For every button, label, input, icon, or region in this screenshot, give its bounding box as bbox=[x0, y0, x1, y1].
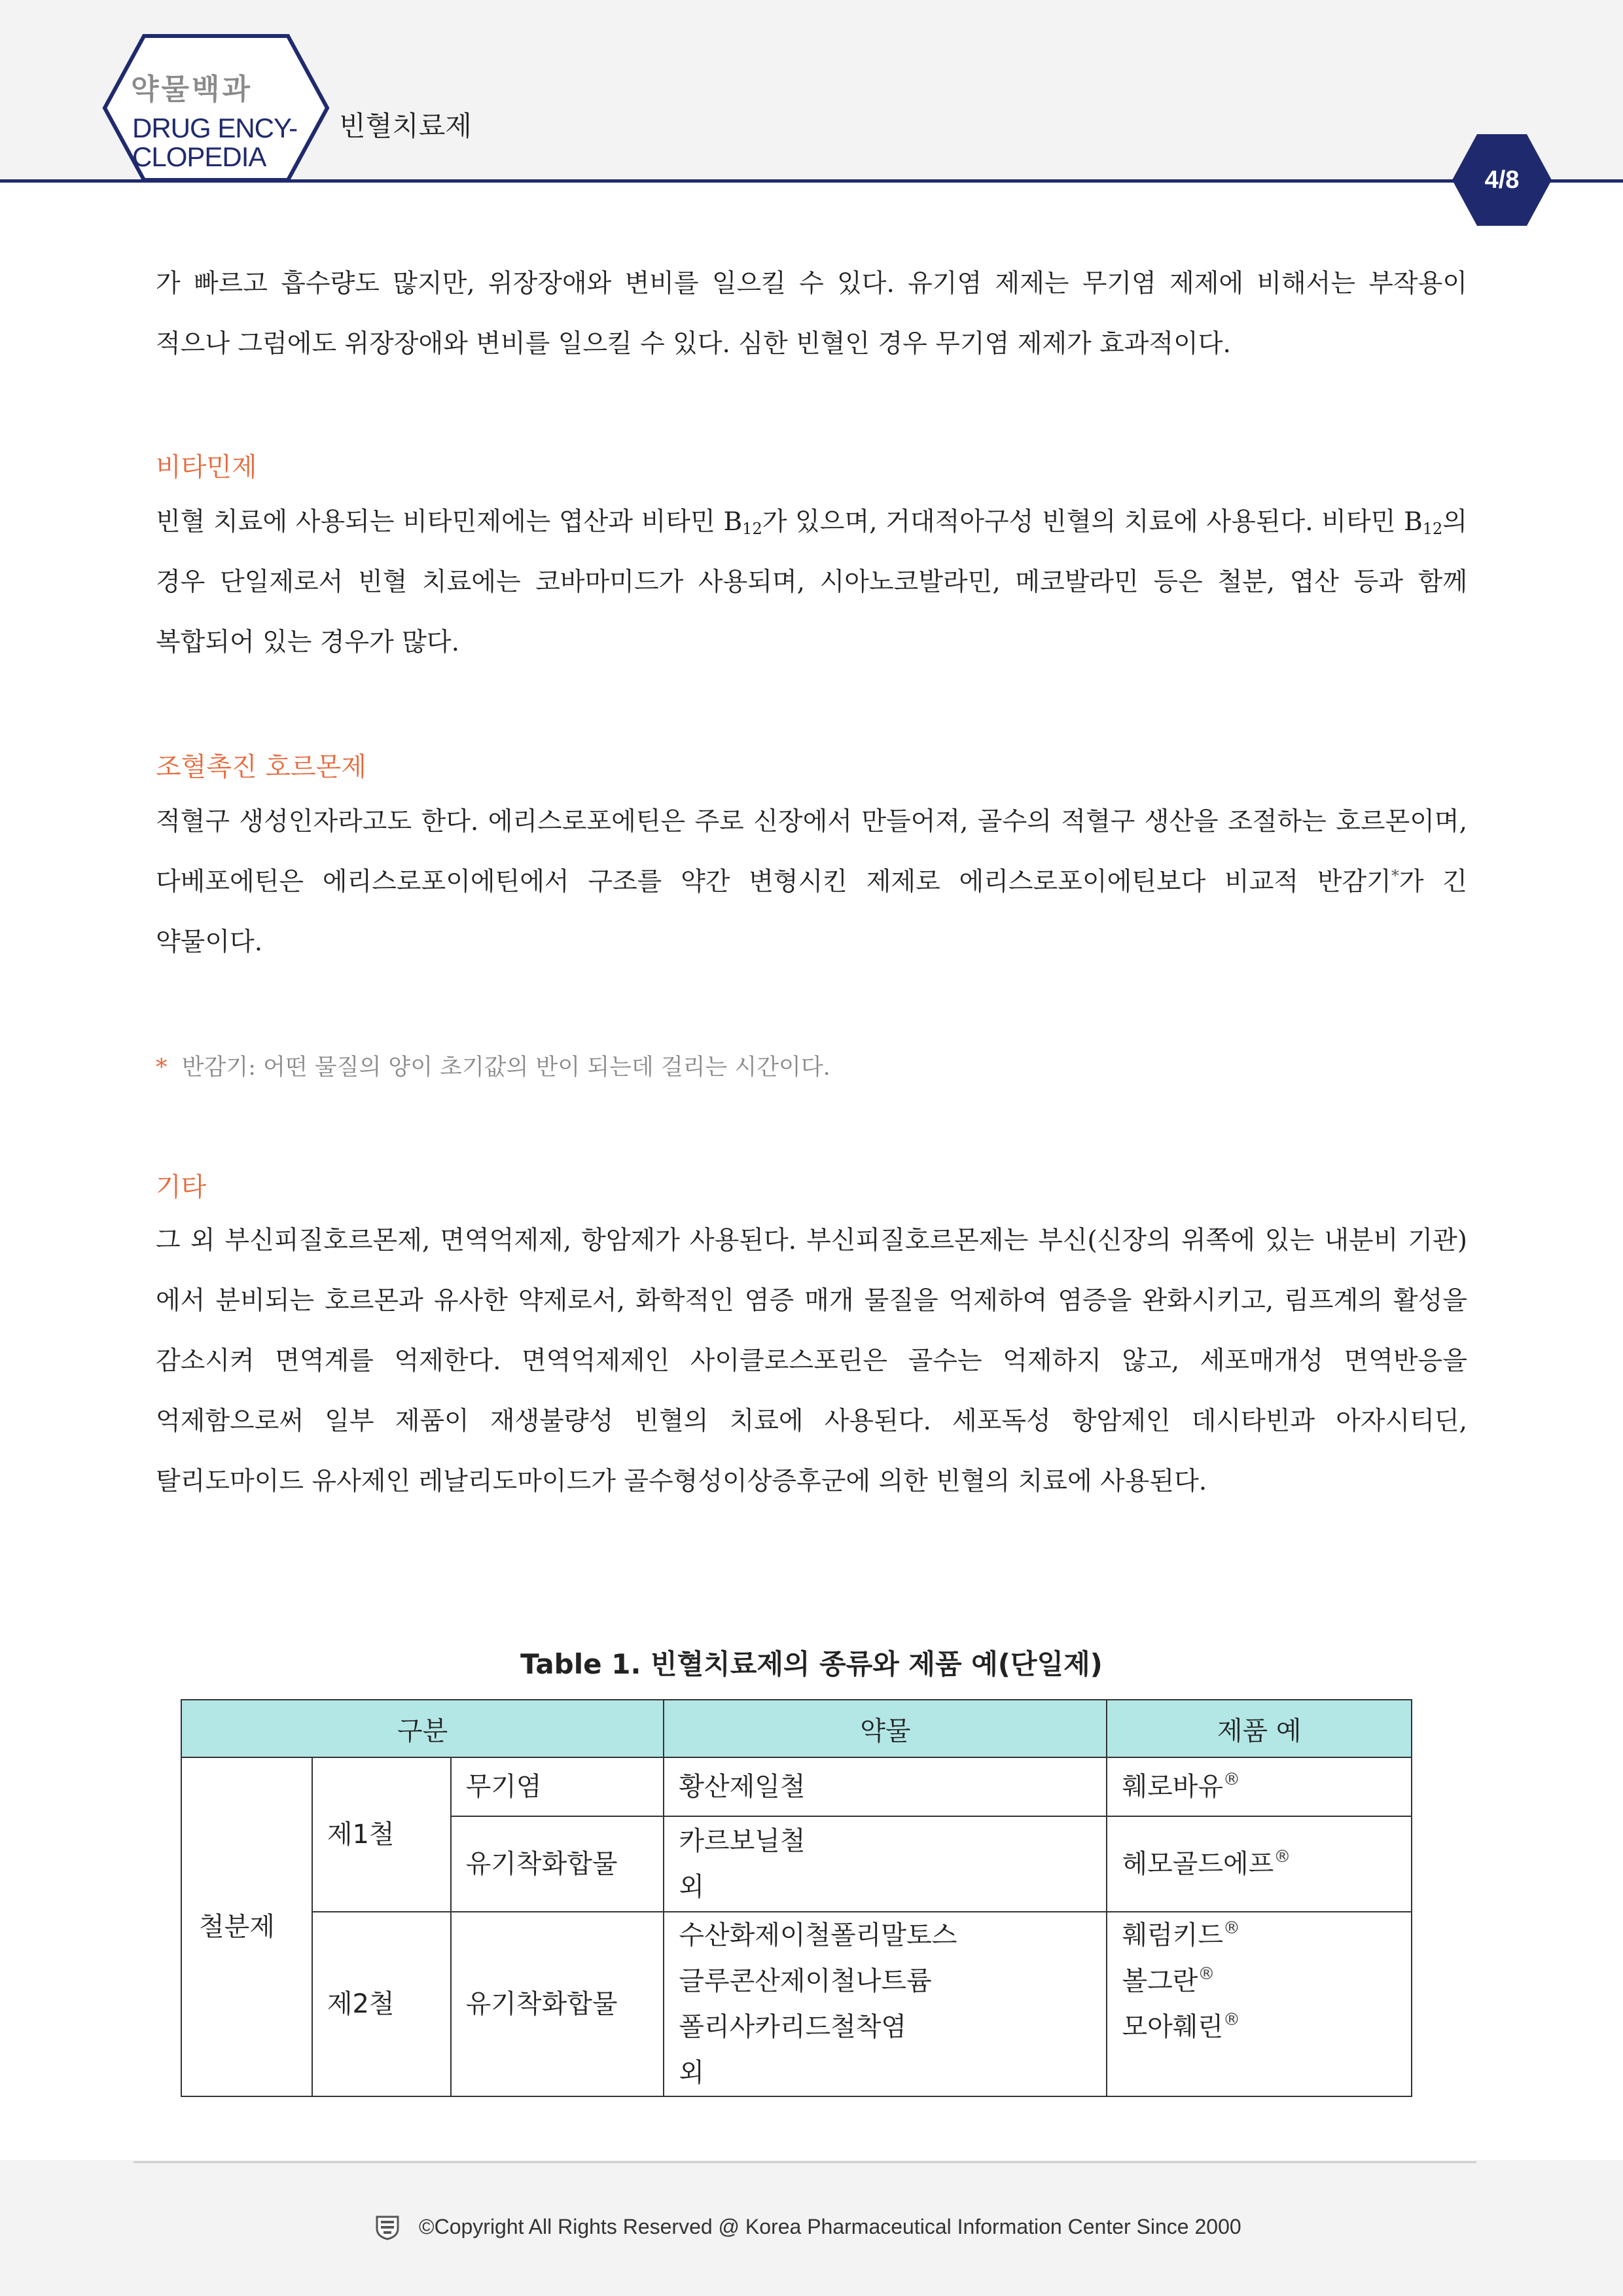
cell-generation-2: 제2철 bbox=[312, 1912, 451, 2096]
footnote-star: * bbox=[156, 1054, 168, 1081]
footer-rule bbox=[134, 2161, 1476, 2163]
header-drug: 약물 bbox=[664, 1700, 1107, 1757]
cell-drug: 황산제일철 bbox=[664, 1757, 1107, 1816]
footer-copyright: ©Copyright All Rights Reserved @ Korea Pharmaceutical Information Center Since 2000 bbox=[419, 2215, 1241, 2238]
cell-type: 무기염 bbox=[451, 1757, 664, 1816]
drug-table bbox=[181, 1699, 1412, 2097]
heading-other: 기타 bbox=[156, 1172, 207, 1202]
document-title: 빈혈치료제 bbox=[339, 110, 472, 142]
heading-vitamin: 비타민제 bbox=[156, 452, 257, 482]
footnote-half-life bbox=[156, 1049, 830, 1082]
cell-generation-1: 제1철 bbox=[312, 1757, 451, 1912]
kpic-shield-icon bbox=[374, 2214, 401, 2240]
paragraph-other: 그 외 부신피질호르몬제, 면역억제제, 항암제가 사용된다. 부신피질호르몬제는 부신(신장의 위쪽에 있는 내분비 기관)에서 분비되는 호르몬과 유사한 약제로서, 화학적인 염증 매개 물질을 억제하여 염증을 완화시키고, 림프계의 활성을 감소시켜 면역계를 억제한다. 면역억제제인 사이클로스포린은 골수는 억제하지 않고, 세포매개성 면역반응을 억제함으로써 일부 제품이 재생불량성 빈혈의 치료에 사용된다. 세포독성 항암제인 데시타빈과 아자시티딘, 탈리도마이드 유사제인 레날리도마이드가 골수형성이상증후군에 의한 빈혈의 치료에 사용된다. bbox=[156, 1226, 1467, 1496]
page-indicator: 4/8 bbox=[1484, 166, 1520, 194]
header-category: 구분 bbox=[181, 1700, 664, 1757]
cell-drug: 수산화제이철폴리말토스 글루콘산제이철나트륨 폴리사카리드철착염 외 bbox=[664, 1912, 1107, 2096]
header-product: 제품 예 bbox=[1107, 1700, 1412, 1757]
logo-english-line-2: CLOPEDIA bbox=[132, 141, 266, 172]
table-caption: Table 1. 빈혈치료제의 종류와 제품 예(단일제) bbox=[520, 1648, 1103, 1680]
cell-product: 훼로바유® bbox=[1107, 1757, 1412, 1816]
cell-type: 유기착화합물 bbox=[451, 1816, 664, 1912]
cell-product: 헤모골드에프® bbox=[1107, 1816, 1412, 1912]
table-row bbox=[181, 1912, 1412, 2096]
heading-hormone: 조혈촉진 호르몬제 bbox=[156, 752, 366, 782]
table-header-row bbox=[181, 1700, 1412, 1757]
paragraph-hormone: 적혈구 생성인자라고도 한다. 에리스로포에틴은 주로 신장에서 만들어져, 골수의 적혈구 생산을 조절하는 호르몬이며, 다베포에틴은 에리스로포이에틴에서 구조를 약간 변형시킨 제제로 에리스로포이에틴보다 비교적 반감기*가 긴 약물이다. bbox=[156, 807, 1467, 957]
cell-type: 유기착화합물 bbox=[451, 1912, 664, 2096]
paragraph-intro: 가 빠르고 흡수량도 많지만, 위장장애와 변비를 일으킬 수 있다. 유기염 제제는 무기염 제제에 비해서는 부작용이 적으나 그럼에도 위장장애와 변비를 일으킬 수 있다. 심한 빈혈인 경우 무기염 제제가 효과적이다. bbox=[156, 269, 1467, 359]
paragraph-vitamin: 빈혈 치료에 사용되는 비타민제에는 엽산과 비타민 $B_{12}$가 있으며, 거대적아구성 빈혈의 치료에 사용된다. 비타민 $B_{12}$의 경우 단일제로서 빈혈 치료에는 코바마미드가 사용되며, 시아노코발라민, 메코발라민 등은 철분, 엽산 등과 함께 복합되어 있는 경우가 많다. bbox=[156, 507, 1467, 657]
logo-english-line-1: DRUG ENCY- bbox=[132, 113, 298, 143]
logo-korean-text: 약물백과 bbox=[131, 73, 253, 106]
footnote-text: 반감기: 어떤 물질의 양이 초기값의 반이 되는데 걸리는 시간이다. bbox=[181, 1054, 830, 1081]
cell-category: 철분제 bbox=[181, 1757, 312, 2096]
cell-drug: 카르보닐철 외 bbox=[664, 1816, 1107, 1912]
table-row bbox=[181, 1757, 1412, 1816]
cell-product: 훼럼키드® 볼그란® 모아훼린® bbox=[1107, 1912, 1412, 2096]
